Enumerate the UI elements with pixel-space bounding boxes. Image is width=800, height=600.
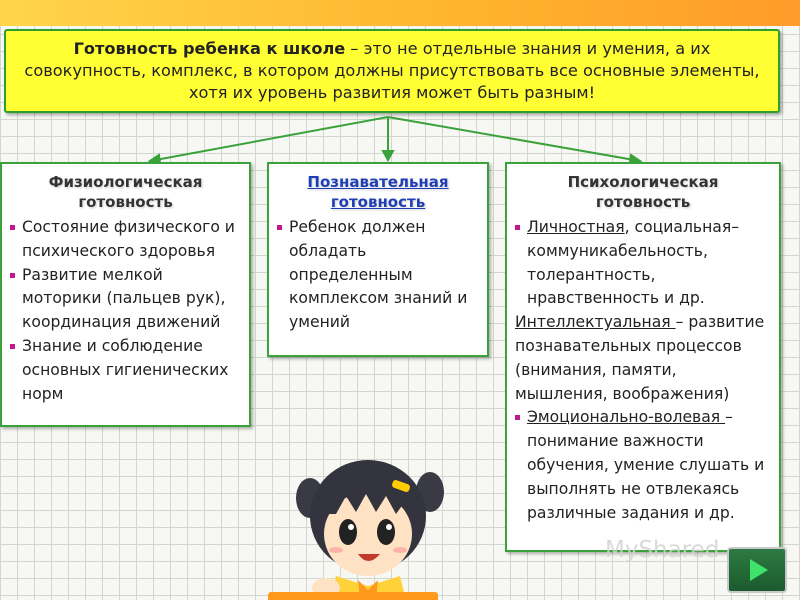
bottom-decor-tab	[268, 592, 438, 600]
cartoon-girl-icon	[296, 452, 446, 600]
card-cognitive	[267, 162, 489, 357]
card-heading	[507, 172, 779, 212]
heading-line: Психологическая	[567, 173, 719, 191]
card-heading-link[interactable]	[269, 172, 487, 212]
bullet-list	[2, 216, 249, 406]
list-item: Знание и соблюдение основных гигиенических норм	[10, 335, 243, 406]
card-psychological	[505, 162, 781, 552]
card-heading	[2, 172, 249, 212]
item-term: Интеллектуальная	[515, 313, 676, 332]
item-text: – понимание важности обучения, умение слушать и выполнять не отвлекаясь различные задания и др.	[527, 408, 765, 522]
title-rest: – это не отдельные знания и умения, а их совокупность, комплекс, в котором должны присутствовать все основные элементы, хотя их уровень развития может быть разным!	[24, 39, 760, 102]
heading-line: готовность	[595, 193, 691, 211]
heading-line: Физиологическая	[48, 173, 203, 191]
bullet-list	[507, 216, 779, 525]
list-item: Развитие мелкой моторики (пальцев рук), координация движений	[10, 264, 243, 335]
heading-line: Познавательная	[307, 173, 449, 191]
item-text: – развитие познавательных процессов (внимания, памяти, мышления, воображения)	[515, 313, 765, 403]
watermark: MyShared	[605, 537, 720, 563]
item-term: Эмоционально-волевая	[527, 408, 726, 427]
heading-line: готовность	[330, 193, 426, 211]
item-text: , социальная–коммуникабельность, толерантность, нравственность и др.	[527, 218, 740, 308]
heading-line: готовность	[78, 193, 173, 211]
bullet-list	[269, 216, 487, 335]
next-arrow-icon	[750, 559, 768, 581]
list-item: Состояние физического и психического здоровья	[10, 216, 243, 264]
list-item: Ребенок должен обладать определенным комплексом знаний и умений	[277, 216, 481, 335]
card-physiological	[0, 162, 251, 427]
item-term: Личностная	[527, 218, 625, 236]
list-item	[515, 406, 773, 525]
list-item	[515, 216, 773, 311]
title-bold: Готовность ребенка к школе	[73, 39, 346, 58]
next-slide-button[interactable]	[727, 547, 787, 593]
list-item	[515, 311, 773, 406]
